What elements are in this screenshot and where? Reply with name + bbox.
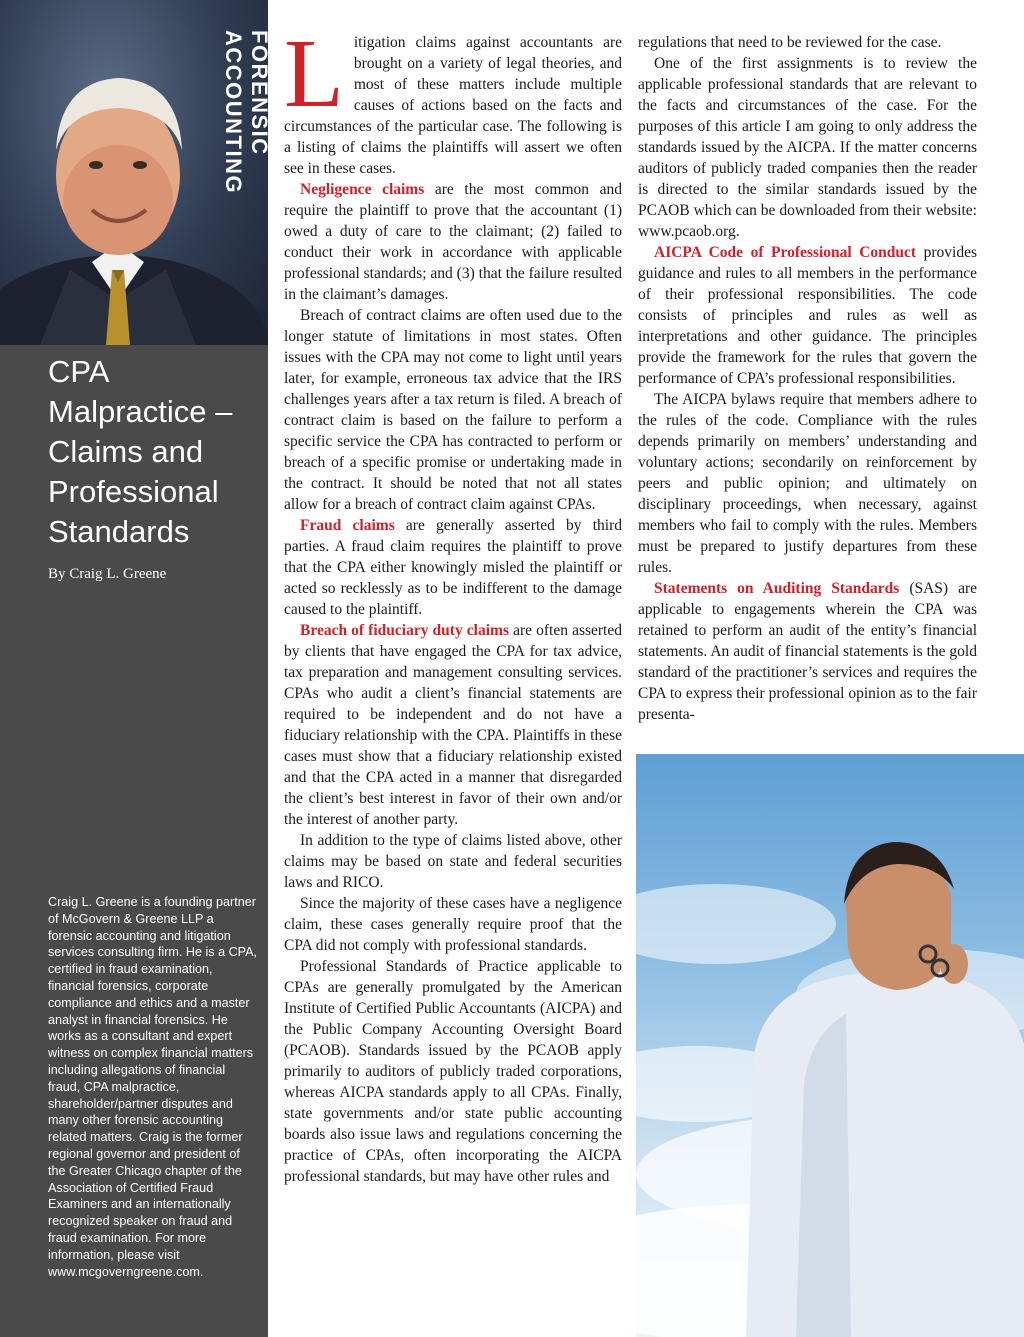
sas-paragraph — [638, 578, 977, 725]
code-paragraph — [638, 242, 977, 389]
negligence-text: are the most common and require the plaintiff to prove that the accountant (1) owed a duty of care to the claimant; (2) failed to conduct their work in accordance with applicable professional standards; and (3) that the failure resulted in the claimant’s damages. — [284, 181, 623, 303]
sidebar — [0, 0, 272, 1337]
fraud-paragraph — [284, 515, 622, 620]
negligence-paragraph — [284, 179, 622, 305]
bylaws-paragraph: The AICPA bylaws require that members adhere to the rules of the code. Compliance with the rules depends primarily on members’ understanding and voluntary actions; secondarily on reinforcement by peers and public opinion; and ultimately on disciplinary proceedings, when necessary, against members who fail to comply with the rules. Members must be prepared to justify departures from these rules. — [638, 391, 977, 576]
article-title: CPA Malpractice – Claims and Professional Standards — [48, 354, 233, 549]
fraud-term: Fraud claims — [300, 517, 395, 534]
fiduciary-text: are often asserted by clients that have engaged the CPA for tax advice, tax preparation and management consulting services. CPAs who audit a client’s financial statements are required to be independent and do not have a fiduciary relationship with the CPA. Plaintiffs in these cases must show that a fiduciary relationship existed and that the CPA acted in a manner that disregarded the client’s best interest in favor of their own and/or the interest of another party. — [284, 622, 622, 828]
intro-text: itigation claims against accountants are brought on a variety of legal theories, and most of these matters include multiple causes of actions based on the facts and circumstances of the particular case. The following is a listing of claims the plaintiffs will assert we often see in these cases. — [284, 34, 622, 177]
article-column-2 — [638, 32, 977, 725]
majority-paragraph: Since the majority of these cases have a negligence claim, these cases generally require proof that the CPA did not comply with professional standards. — [284, 895, 622, 954]
negligence-term: Negligence claims — [300, 181, 425, 198]
code-term: AICPA Code of Professional Conduct — [654, 244, 917, 261]
first-assignments-paragraph: One of the first assignments is to review the applicable professional standards that are relevant to the facts and circumstances of the case. For the purposes of this article I am going to only address the standards issued by the AICPA. If the matter concerns auditors of publicly traded companies then the reader is directed to the similar standards issued by the PCAOB which can be downloaded from their website: www.pcaob.org. — [638, 55, 977, 240]
breach-contract-paragraph: Breach of contract claims are often used due to the longer statute of limitations in most states. Often issues with the CPA may not come to light until years later, for example, erroneous tax advice that the IRS challenges years after a tax return is filed. A breach of contract claim is based on the failure to perform a specific service the CPA has contracted to perform or breach of a specific promise or undertaking made in the contract. It should be noted that not all states allow for a breach of contract claim against CPAs. — [284, 307, 622, 513]
fiduciary-paragraph — [284, 620, 622, 830]
drop-cap: L — [284, 20, 344, 128]
article-column-1 — [284, 20, 623, 1187]
continuation-paragraph: regulations that need to be reviewed for the case. — [638, 34, 942, 51]
fiduciary-term: Breach of fiduciary duty claims — [300, 622, 509, 639]
section-label-text: FORENSIC ACCOUNTING — [221, 30, 272, 195]
byline: By Craig L. Greene — [48, 566, 167, 582]
sas-text: (SAS) are applicable to engagements wherein the CPA was retained to perform an audit of the entity’s financial statements. An audit of financial statements is the gold standard of the practitioner’s services and requires the CPA to express their professional opinion as to the fair presenta- — [638, 580, 978, 723]
code-text: provides guidance and rules to all members in the performance of their professional responsibilities. The code consists of principles and rules as well as interpretations and other guidance. The principles provide the framework for the rules that govern the performance of CPA’s professional responsibilities. — [638, 244, 977, 387]
intro-paragraph — [284, 20, 622, 179]
sas-term: Statements on Auditing Standards — [654, 580, 900, 597]
businessman-photo — [636, 754, 1024, 1337]
businessman-illustration — [636, 754, 1024, 1337]
section-label — [221, 30, 272, 300]
author-bio: Craig L. Greene is a founding partner of McGovern & Greene LLP a forensic accounting and litigation services consulting firm. He is a CPA, certified in fraud examination, financial forensics, corporate compliance and ethics and a master analyst in financial forensics. He works as a consultant and expert witness on complex financial matters including allegations of financial fraud, CPA malpractice, shareholder/partner disputes and many other forensic accounting related matters. Craig is the former regional governor and president of the Greater Chicago chapter of the Association of Certified Fraud Examiners and an internationally recognized speaker on fraud and fraud examination. For more information, please visit www.mcgoverngreene.com. — [48, 895, 258, 1279]
standards-paragraph: Professional Standards of Practice applicable to CPAs are generally promulgated by the American Institute of Certified Public Accountants (AICPA) and the Public Company Accounting Oversight Board (PCAOB). Standards issued by the PCAOB apply primarily to auditors of publicly traded corporations, whereas AICPA standards apply to all CPAs. Finally, state governments and/or state public accounting boards also issue laws and regulations concerning the practice of CPAs, often incorporating the AICPA professional standards, but may have other rules and — [284, 958, 622, 1185]
other-claims-paragraph: In addition to the type of claims listed above, other claims may be based on state and federal securities laws and RICO. — [284, 832, 622, 891]
fraud-text: are generally asserted by third parties. A fraud claim requires the plaintiff to prove that the CPA either knowingly misled the plaintiff or acted so recklessly as to be indifferent to the damage caused to the plaintiff. — [284, 517, 623, 618]
